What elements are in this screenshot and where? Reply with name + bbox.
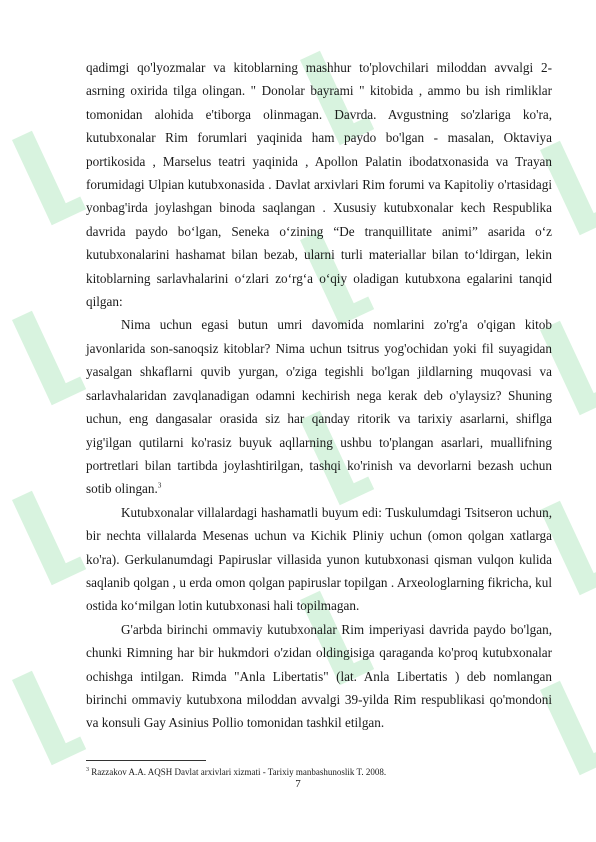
footnote-divider [86,760,206,761]
page-number: 7 [295,778,301,790]
footnote-number: 3 [86,767,89,773]
paragraph-4: G'arbda birinchi ommaviy kutubxonalar Rim imperiyasi davrida paydo bo'lgan, chunki Rimning har bir hukmdori o'zidan oldingisiga qaraganda ko'proq kutubxonalar ochishga intilgan. Rimda "Anla Libertatis" (lat. Anla Libertatis ) deb nomlangan birinchi ommaviy kutubxona miloddan avvalgi 39-yilda Rim respublikasi qo'mondoni va konsuli Gay Asinius Pollio tomonidan tashkil etilgan. [86,621,552,731]
document-body [86,56,552,735]
footnote [86,764,552,778]
paragraph-2-text: Nima uchun egasi butun umri davomida nomlarini zo'rg'a o'qigan kitob javonlarida son-sanoqsiz kitoblar? Nima uchun tsitrus yog'ochidan yoki fil suyagidan yasalgan shkaflarni quvib yurgan, o'ziga tegishli bo'lgan jildlarning muqovasi va sarlavhalaridan zavqlanadigan odamni kechirish nega kerak deb o'ylaysiz? Shuning uchun, eng dangasalar orasida siz har qanday ritorik va tarixiy asarlarni, shiflga yig'ilgan qutilarni ko'rasiz buyuk aqllarning ushbu to'plangan asarlari, muallifning portretlari bilan tartibda joylashtirilgan, tashqi ko'rinish va devorlarni bezash uchun sotib olingan. [86,317,552,497]
watermark-logo-icon [12,124,86,225]
paragraph-2 [86,313,552,500]
paragraph-1: qadimgi qo'lyozmalar va kitoblarning mashhur to'plovchilari miloddan avvalgi 2-asrning oxirida tilga olingan. " Donolar bayrami " kitobida , ammo bu ish rimliklar tomonidan alohida e'tiborga olinmagan. Davrda. Avgustning so'zlariga ko'ra, kutubxonalar Rim forumlari yaqinida ham paydo bo'lgan - masalan, Oktaviya portikosida , Marselus teatri yaqinida , Apollon Palatin ibodatxonasida va Trayan forumidagi Ulpian kutubxonasida . Davlat arxivlari Rim forumi va Kapitoliy o'rtasidagi yonbag'irda joylashgan binoda saqlangan . Xususiy kutubxonalar kech Respublika davrida paydo bo‘lgan, Seneka o‘zining “De tranquillitate animi” asarida o‘z kutubxonalarini hashamat bilan bezab, ularni turli materiallar bilan to‘ldirgan, lekin kitoblarning sarlavhalarini o‘zlari zo‘rg‘a o‘qiy oladigan kutubxona egalarini tanqid qilgan: [86,60,552,310]
footnote-text: Razzakov A.A. AQSH Davlat arxivlari xizmati - Tarixiy manbashunoslik T. 2008. [89,767,387,777]
footnote-reference[interactable]: 3 [157,481,162,490]
watermark-logo-icon [12,304,86,405]
paragraph-3: Kutubxonalar villalardagi hashamatli buyum edi: Tuskulumdagi Tsitseron uchun, bir nechta villalarda Mesenas uchun va Kichik Pliniy uchun (omon qolgan xatlarga ko'ra). Gerkulanumdagi Papiruslar villasida yunon kutubxonasi qisman vulqon kulida saqlanib qolgan , u erda omon qolgan papiruslar topilgan . Arxeologlarning fikricha, kul ostida ko‘milgan lotin kutubxonasi hali topilmagan. [86,504,552,614]
watermark-logo-icon [12,484,86,585]
watermark-logo-icon [12,664,86,765]
